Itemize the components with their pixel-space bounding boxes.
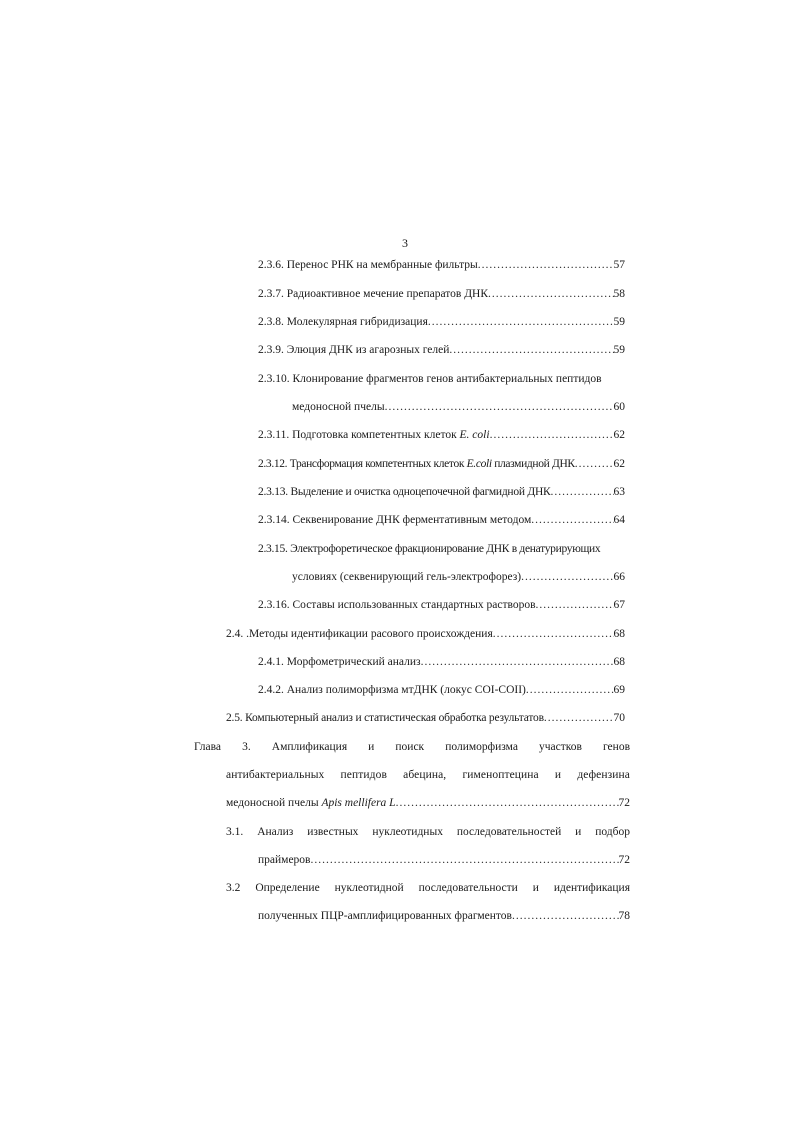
toc-page: 60 [613, 401, 625, 413]
toc-entry [258, 454, 625, 474]
leader-dots [421, 652, 614, 672]
toc-number: 2.3.14. [258, 514, 290, 526]
toc-title: Элюция ДНК из агарозных гелей [286, 344, 450, 356]
toc-entry [258, 284, 625, 304]
toc-title: плазмидной ДНК [494, 458, 575, 470]
toc-page: 66 [613, 571, 625, 583]
leader-dots [310, 850, 618, 870]
toc-number: 2.3.10. [258, 373, 290, 385]
leader-dots [493, 624, 614, 644]
toc-number: 2.5. [226, 712, 243, 724]
leader-dots [385, 397, 614, 417]
toc-entry [258, 510, 625, 530]
leader-dots [521, 567, 613, 587]
toc-title: Анализ известных нуклеотидных последовательностей и подбор [257, 826, 630, 838]
toc-title: Перенос РНК на мембранные фильтры [286, 259, 478, 271]
toc-title: Амплификация и поиск полиморфизма участков генов [271, 741, 630, 753]
toc-title: антибактериальных пептидов абецина, гименоптецина и дефензина [226, 769, 630, 781]
toc-entry [258, 652, 625, 672]
toc-page: 72 [618, 854, 630, 866]
leader-dots [526, 680, 614, 700]
toc-title: Секвенирование ДНК ферментативным методом [292, 514, 532, 526]
toc-entry-continuation [258, 850, 630, 870]
toc-entry [258, 312, 625, 332]
toc-page: 70 [613, 712, 625, 724]
toc-number: 2.3.6. [258, 259, 284, 271]
toc-title: Радиоактивное мечение препаратов ДНК [286, 288, 489, 300]
toc-entry [258, 539, 625, 559]
toc-page: 69 [613, 684, 625, 696]
toc-title: Молекулярная гибридизация [286, 316, 428, 328]
leader-dots [449, 340, 613, 360]
toc-entry [226, 822, 630, 842]
toc-entry [258, 425, 625, 445]
toc-page: 59 [613, 316, 625, 328]
toc-entry [258, 255, 625, 275]
toc-page: 72 [618, 797, 630, 809]
toc-title: .Методы идентификации расового происхождения [246, 628, 493, 640]
toc-title: Трансформация компетентных клеток [289, 458, 465, 470]
toc-title-italic: E.coli [466, 458, 492, 470]
toc-entry [258, 595, 625, 615]
toc-title-italic: E. coli [459, 429, 490, 441]
toc-entry [258, 482, 625, 502]
toc-page: 64 [613, 514, 625, 526]
toc-number: 2.4.1. [258, 656, 284, 668]
toc-number: Глава 3. [194, 741, 251, 753]
leader-dots [544, 708, 614, 728]
leader-dots [428, 312, 614, 332]
toc-entry [226, 878, 630, 898]
toc-chapter-continuation [226, 793, 630, 813]
toc-entry-continuation [292, 397, 625, 417]
toc-number: 3.1. [226, 826, 244, 838]
toc-title: Компьютерный анализ и статистическая обработка результатов [245, 712, 544, 724]
toc-title: Клонирование фрагментов генов антибактериальных пептидов [292, 373, 602, 385]
toc-entry [258, 369, 625, 389]
toc-number: 2.4.2. [258, 684, 284, 696]
toc-page: 62 [613, 458, 625, 470]
leader-dots [478, 255, 614, 275]
toc-title: Составы использованных стандартных растворов [292, 599, 536, 611]
toc-number: 2.3.16. [258, 599, 290, 611]
toc-title: Анализ полиморфизма мтДНК (локус COI-COII) [286, 684, 526, 696]
toc-entry-continuation [292, 567, 625, 587]
toc-page: 57 [613, 259, 625, 271]
toc-entry [226, 708, 625, 728]
toc-title: Электрофоретическое фракционирование ДНК в денатурирующих [290, 543, 601, 555]
toc-chapter [194, 737, 630, 757]
toc-number: 2.4. [226, 628, 244, 640]
leader-dots [536, 595, 614, 615]
toc-number: 2.3.8. [258, 316, 284, 328]
toc-number: 2.3.7. [258, 288, 284, 300]
toc-title: Морфометрический анализ [286, 656, 421, 668]
leader-dots [550, 482, 613, 502]
leader-dots [488, 284, 613, 304]
leader-dots [512, 906, 619, 926]
toc-page: 68 [613, 656, 625, 668]
toc-title: медоносной пчелы [292, 401, 385, 413]
toc-page: 59 [613, 344, 625, 356]
toc-page: 68 [613, 628, 625, 640]
toc-chapter-continuation [226, 765, 630, 785]
toc-number: 2.3.12. [258, 458, 288, 470]
toc-number: 2.3.9. [258, 344, 284, 356]
toc-number: 3.2 [226, 882, 241, 894]
leader-dots [490, 425, 614, 445]
toc-title: медоносной пчелы [226, 797, 319, 809]
page-number: 3 [402, 236, 408, 250]
toc-number: 2.3.13. [258, 486, 288, 498]
toc-title: Определение нуклеотидной последовательности и идентификация [255, 882, 630, 894]
toc-number: 2.3.11. [258, 429, 290, 441]
toc-title: условиях (секвенирующий гель-электрофорез) [292, 571, 522, 583]
toc-entry [258, 680, 625, 700]
toc-entry [258, 340, 625, 360]
leader-dots [396, 793, 619, 813]
toc-page: 58 [613, 288, 625, 300]
toc-number: 2.3.15. [258, 543, 288, 555]
leader-dots [575, 454, 614, 474]
toc-title-italic: Apis mellifera L [321, 797, 396, 809]
toc-page: 67 [613, 599, 625, 611]
toc-page: 78 [618, 910, 630, 922]
toc-page: 63 [613, 486, 625, 498]
toc-entry-continuation [258, 906, 630, 926]
toc-title: Выделение и очистка одноцепочечной фагмидной ДНК [290, 486, 551, 498]
toc-entry [226, 624, 625, 644]
toc-title: праймеров [258, 854, 311, 866]
toc-title: Подготовка компетентных клеток [292, 429, 457, 441]
toc-page: 62 [613, 429, 625, 441]
toc-title: полученных ПЦР-амплифицированных фрагментов [258, 910, 512, 922]
leader-dots [531, 510, 613, 530]
